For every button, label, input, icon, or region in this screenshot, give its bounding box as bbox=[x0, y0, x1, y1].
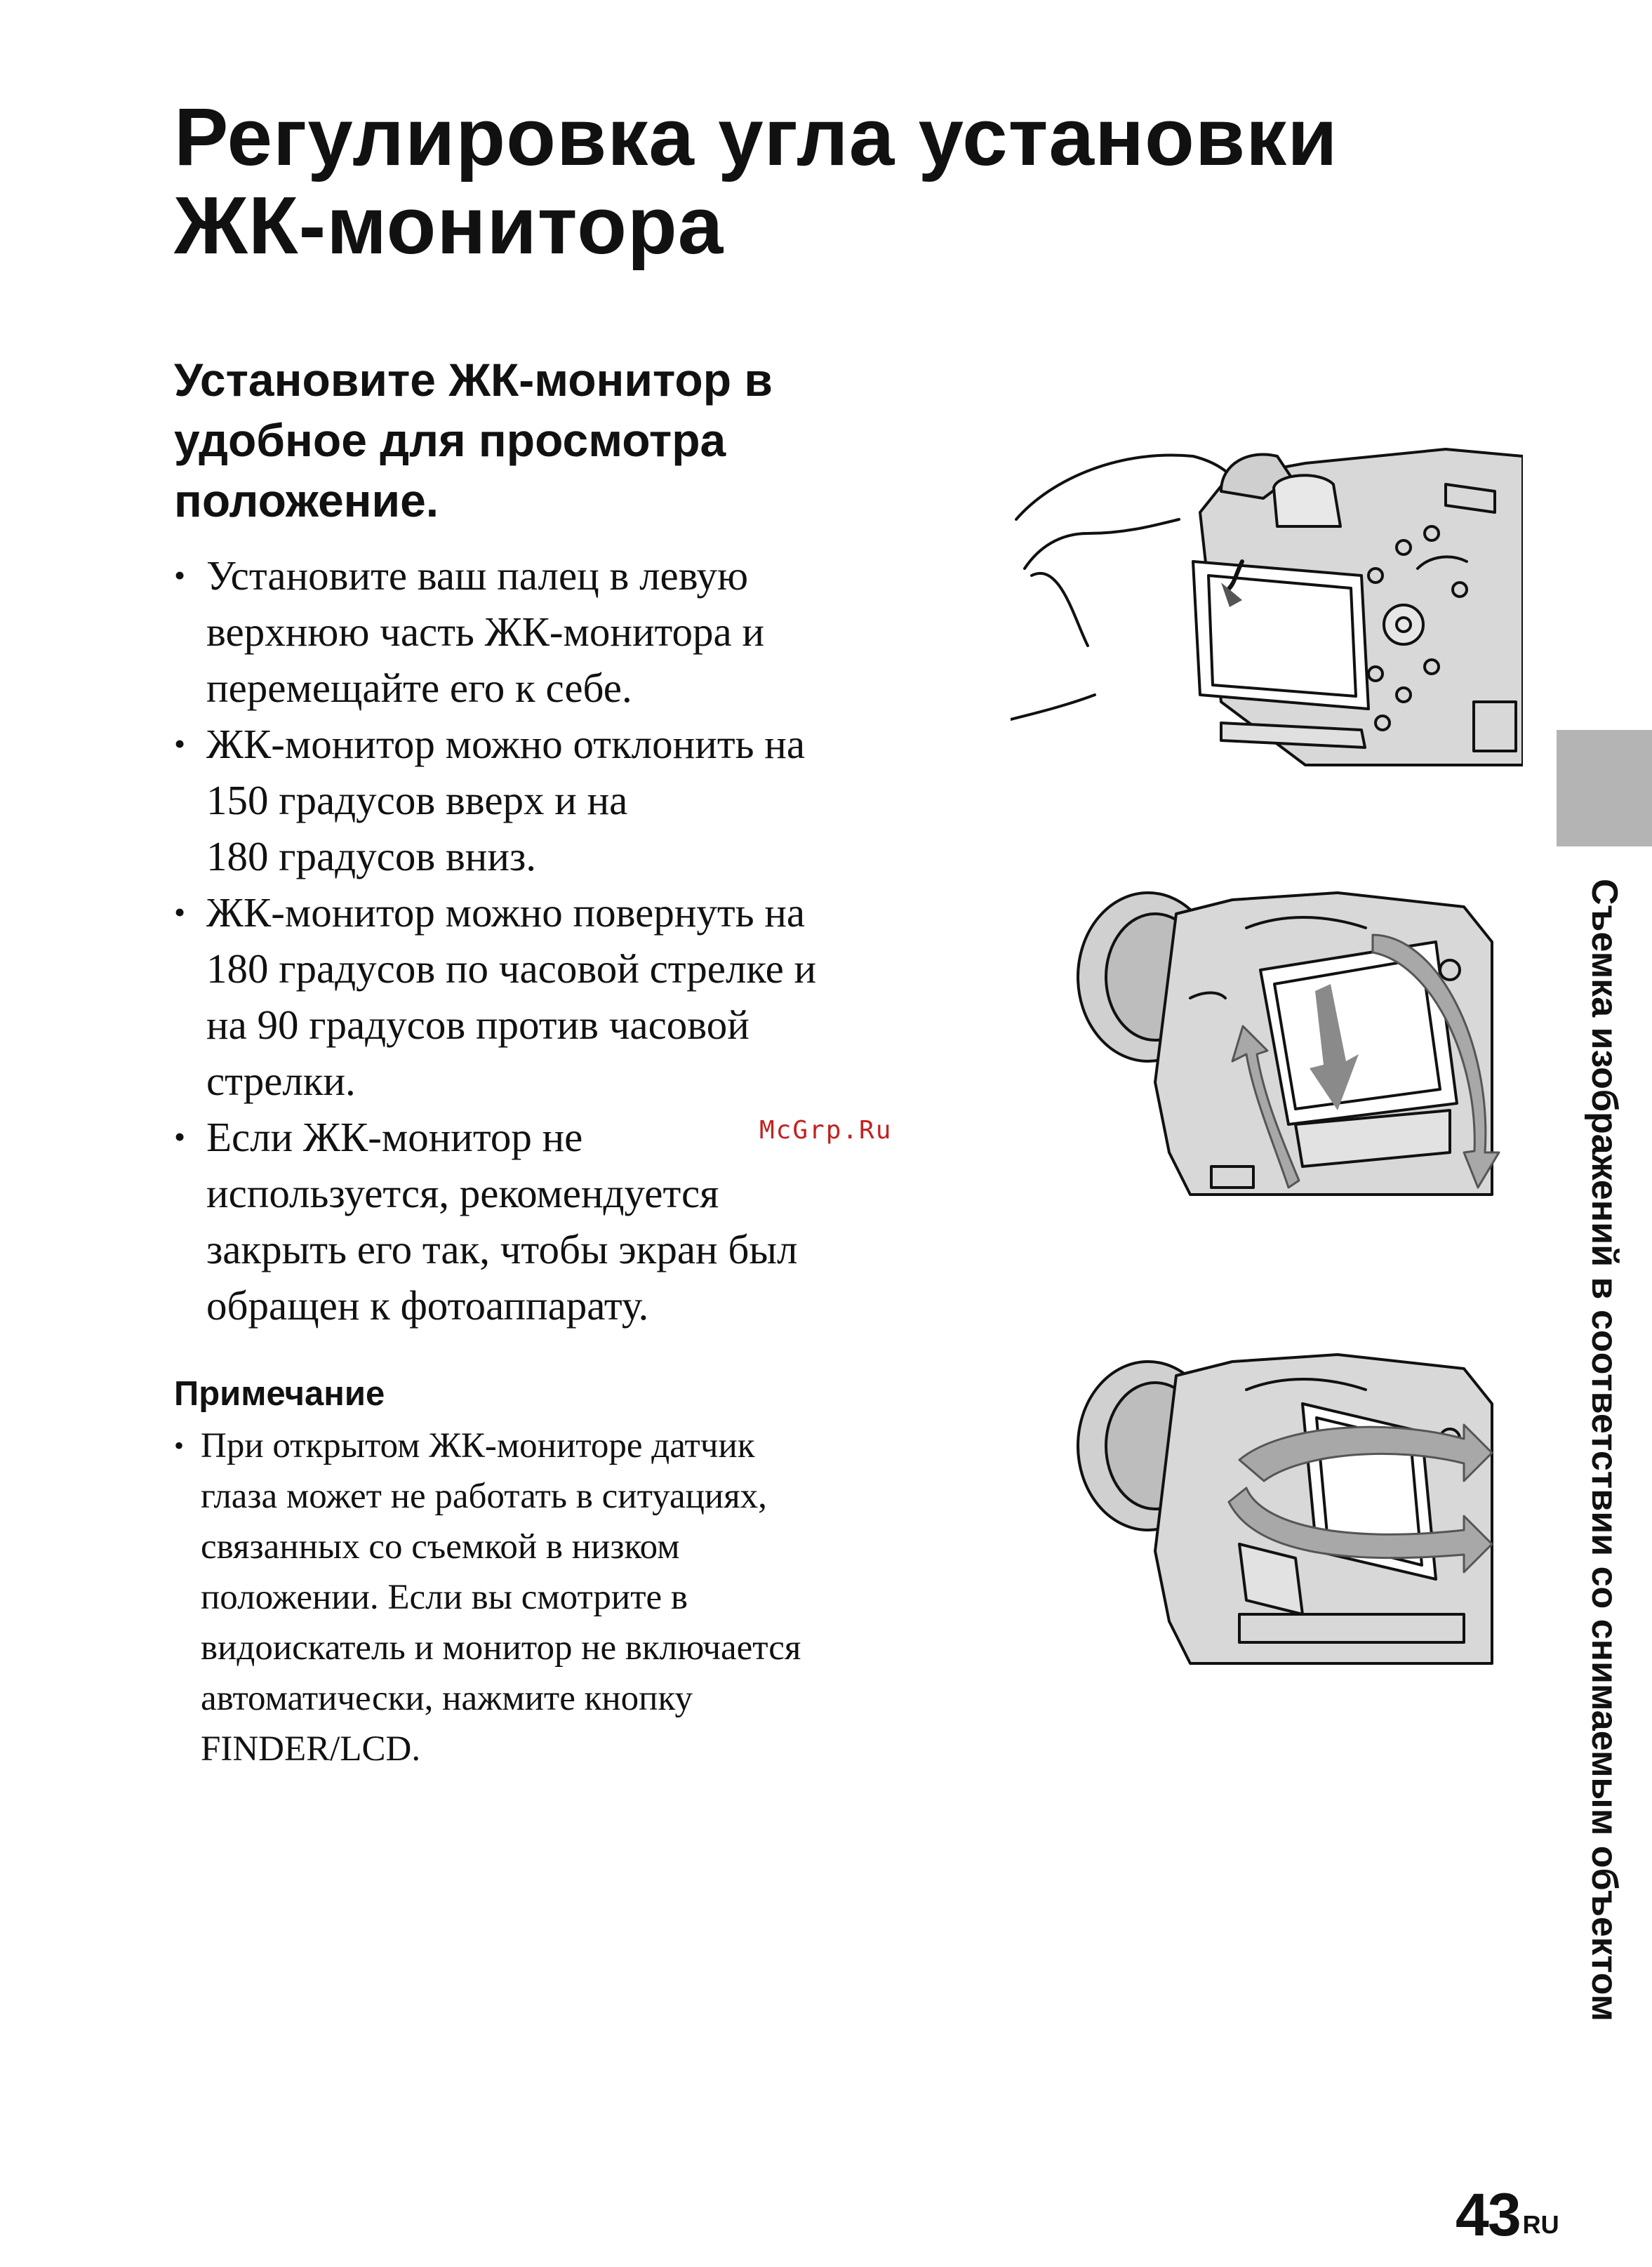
list-line: 150 градусов вверх и на bbox=[206, 777, 628, 823]
list-line: стрелки. bbox=[206, 1058, 356, 1104]
bullet-marker: • bbox=[174, 1430, 185, 1461]
title-line: ЖК-монитора bbox=[174, 180, 724, 271]
list-line: перемещайте его к себе. bbox=[206, 665, 632, 711]
section-tab bbox=[1557, 730, 1652, 846]
note-line: видоискатель и монитор не включается bbox=[201, 1628, 801, 1668]
list-item bbox=[174, 884, 960, 1109]
list-line: 180 градусов по часовой стрелке и bbox=[206, 945, 817, 992]
list-line: 180 градусов вниз. bbox=[206, 833, 537, 879]
list-line: закрыть его так, чтобы экран был bbox=[206, 1226, 798, 1272]
note-item bbox=[174, 1421, 960, 1774]
figure-hand-pulling-monitor bbox=[1011, 435, 1523, 772]
list-line: на 90 градусов против часовой bbox=[206, 1002, 750, 1048]
list-line: Установите ваш палец в левую bbox=[206, 552, 749, 599]
page-number bbox=[1456, 2181, 1559, 2249]
list-line: используется, рекомендуется bbox=[206, 1170, 719, 1216]
camera-tilt-illustration bbox=[1071, 886, 1520, 1209]
note-line: связанных со съемкой в низком bbox=[201, 1527, 680, 1567]
camera-back-hand-illustration bbox=[1011, 435, 1523, 772]
section-heading bbox=[174, 350, 967, 531]
note-list bbox=[174, 1421, 960, 1774]
bullet-marker: • bbox=[174, 1119, 186, 1155]
list-line: Если ЖК-монитор не bbox=[206, 1114, 583, 1160]
note-line: При открытом ЖК-мониторе датчик bbox=[201, 1426, 755, 1465]
note-line: FINDER/LCD. bbox=[201, 1729, 421, 1769]
bullet-marker: • bbox=[174, 557, 186, 593]
camera-rotate-illustration bbox=[1071, 1348, 1520, 1677]
note-heading: Примечание bbox=[174, 1375, 385, 1413]
list-item bbox=[174, 547, 960, 716]
list-line: верхнюю часть ЖК-монитора и bbox=[206, 609, 765, 655]
bullet-marker: • bbox=[174, 726, 186, 762]
note-line: автоматически, нажмите кнопку bbox=[201, 1679, 693, 1718]
list-item bbox=[174, 716, 960, 884]
list-line: ЖК-монитор можно отклонить на bbox=[206, 721, 806, 767]
figure-monitor-tilt bbox=[1071, 886, 1520, 1209]
bullet-marker: • bbox=[174, 894, 186, 930]
page-number-value: 43 bbox=[1456, 2181, 1520, 2249]
figure-monitor-rotate bbox=[1071, 1348, 1520, 1677]
heading-line: удобное для просмотра bbox=[174, 414, 726, 466]
note-line: глаза может не работать в ситуациях, bbox=[201, 1477, 767, 1516]
instruction-list bbox=[174, 547, 960, 1334]
page-language: RU bbox=[1522, 2210, 1559, 2239]
heading-line: положение. bbox=[174, 474, 439, 526]
list-line: ЖК-монитор можно повернуть на bbox=[206, 889, 806, 936]
title-line: Регулировка угла установки bbox=[174, 91, 1338, 182]
watermark: McGrp.Ru bbox=[759, 1116, 893, 1145]
section-side-label: Съемка изображений в соответствии со снимаемым объектом bbox=[1584, 879, 1625, 2022]
note-line: положении. Если вы смотрите в bbox=[201, 1578, 688, 1617]
page-title bbox=[174, 93, 1507, 270]
heading-line: Установите ЖК-монитор в bbox=[174, 354, 773, 406]
list-line: обращен к фотоаппарату. bbox=[206, 1282, 649, 1329]
